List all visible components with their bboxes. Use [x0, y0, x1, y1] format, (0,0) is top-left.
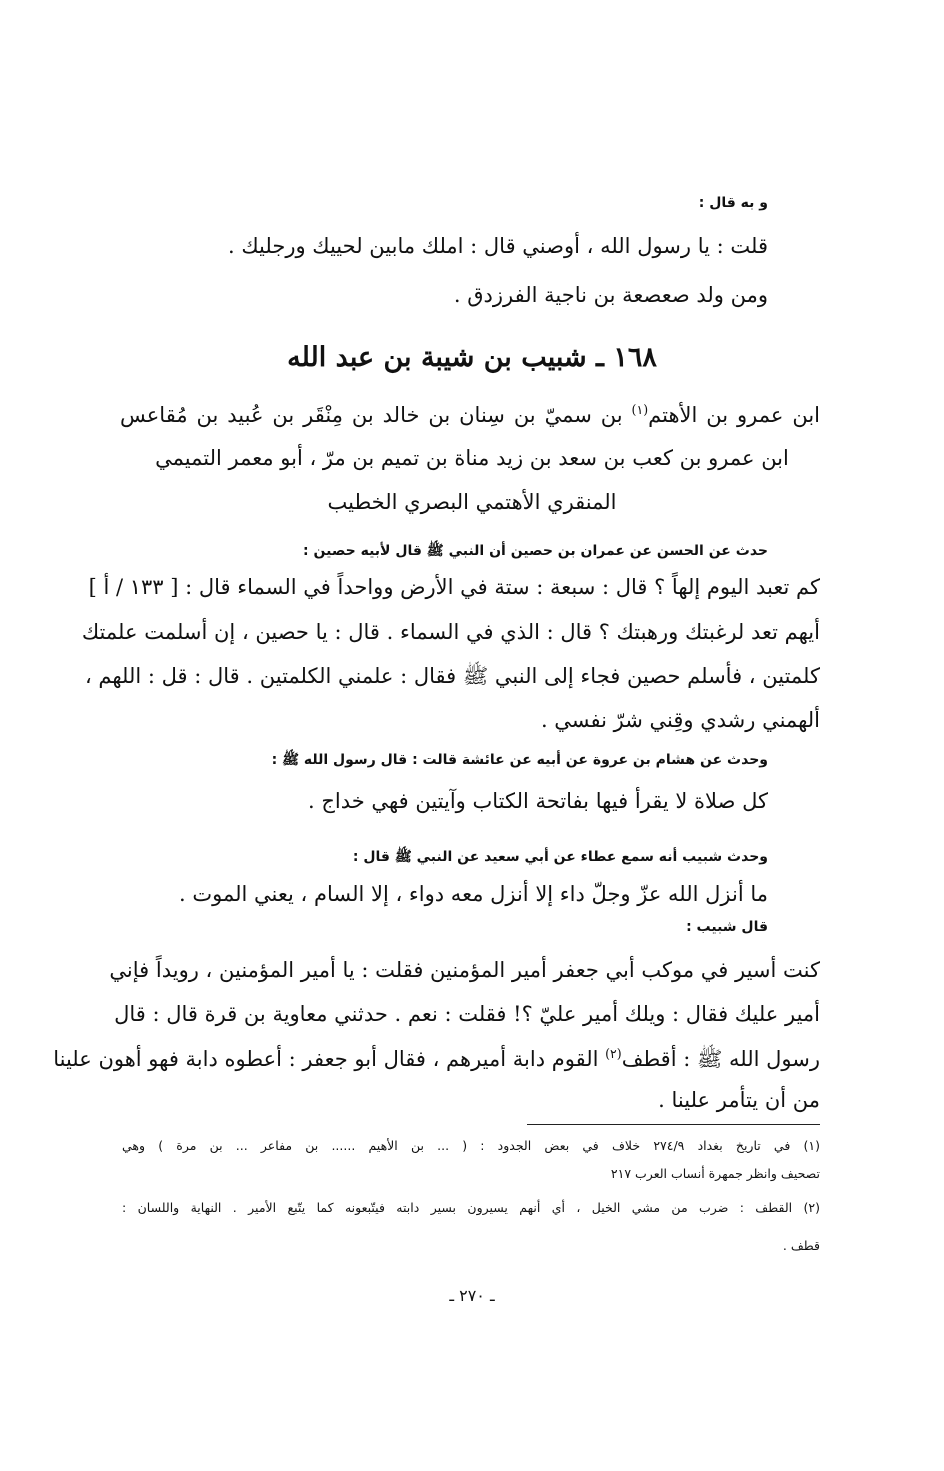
footnote-ref-2[interactable]: (٢)	[605, 1046, 622, 1061]
footnote-1-line-1: (١) في تاريخ بغداد ٢٧٤/٩ خلاف في بعض الجدود : ( ... بن الأهيم ...... بن مفاعر ... بن مرة ) وهي	[122, 1138, 820, 1153]
hadith2-text: كل صلاة لا يقرأ فيها بفاتحة الكتاب وآيتين فهي خداج .	[308, 789, 768, 813]
narration-line-2: أمير عليك فقال : ويلك أمير عليّ ؟! فقلت : نعم . حدثني معاوية بن قرة قال : قال	[114, 1002, 820, 1026]
footnote-2-line-1: (٢) القطف : ضرب من مشي الخيل ، أي أنهم يسيرون بسير دابته فيتّبعونه كما يتّبع الأمير . النهاية واللسان :	[122, 1200, 820, 1215]
lineage-line-3: المنقري الأهتمي البصري الخطيب	[327, 490, 617, 514]
intro-label: و به قال :	[698, 195, 768, 211]
footnote-1-line-2: تصحيف وانظر جمهرة أنساب العرب ٢١٧	[610, 1166, 820, 1181]
hadith1-line-1: كم تعبد اليوم إلهاً ؟ قال : سبعة : ستة في الأرض وواحداً في السماء قال : [ ١٣٣ / أ ]	[88, 575, 820, 599]
narration-line-3	[53, 1046, 820, 1071]
narration-line-4: من أن يتأمر علينا .	[658, 1088, 820, 1112]
lineage-part-a: ابن عمرو بن الأهتم	[648, 403, 820, 427]
page-number: ـ ٢٧٠ ـ	[449, 1286, 495, 1305]
intro-quote: قلت : يا رسول الله ، أوصني قال : املك مابين لحييك ورجليك .	[228, 234, 768, 258]
hadith1-line-2: أيهم تعد لرغبتك ورهبتك ؟ قال : الذي في السماء . قال : يا حصين ، إن أسلمت علمتك	[81, 620, 820, 644]
hadith3-text: ما أنزل الله عزّ وجلّ داء إلا أنزل معه دواء ، إلا السام ، يعني الموت .	[178, 882, 768, 906]
lineage-part-b: بن سميّ بن سِنان بن خالد بن مِنْقَر بن عُبيد بن مُقاعس	[120, 403, 632, 427]
hadith3-chain: وحدث شبيب أنه سمع عطاء عن أبي سعيد عن النبي ﷺ قال :	[352, 849, 768, 865]
intro-line-2: ومن ولد صعصعة بن ناجية الفرزدق .	[453, 283, 768, 307]
lineage-line-2: ابن عمرو بن كعب بن سعد بن زيد مناة بن تميم بن مرّ ، أبو معمر التميمي	[155, 446, 789, 470]
entry-title: ١٦٨ ـ شبيب بن شيبة بن عبد الله	[287, 342, 657, 373]
footnote-ref-1[interactable]: (١)	[631, 402, 649, 417]
footnote-divider	[527, 1124, 820, 1125]
hadith1-line-3: كلمتين ، فأسلم حصين فجاء إلى النبي ﷺ فقال : علمني الكلمتين . قال : قل : اللهم ،	[84, 664, 820, 688]
narration-line-1: كنت أسير في موكب أبي جعفر أمير المؤمنين فقلت : يا أمير المؤمنين ، رويداً فإني	[109, 958, 820, 982]
hadith1-chain: حدث عن الحسن عن عمران بن حصين أن النبي ﷺ قال لأبيه حصين :	[303, 543, 768, 559]
narration-part-b: القوم دابة أميرهم ، فقال أبو جعفر : أعطوه دابة فهو أهون علينا	[53, 1047, 606, 1071]
hadith1-line-4: ألهمني رشدي وقِني شرّ نفسي .	[540, 708, 820, 732]
hadith2-chain: وحدث عن هشام بن عروة عن أبيه عن عائشة قالت : قال رسول الله ﷺ :	[271, 752, 768, 768]
lineage-line-1	[120, 404, 820, 426]
narration-label: قال شبيب :	[686, 919, 768, 935]
narration-part-a: رسول الله ﷺ : أقطف	[621, 1047, 820, 1071]
footnote-2-line-2: قطف .	[782, 1238, 820, 1253]
